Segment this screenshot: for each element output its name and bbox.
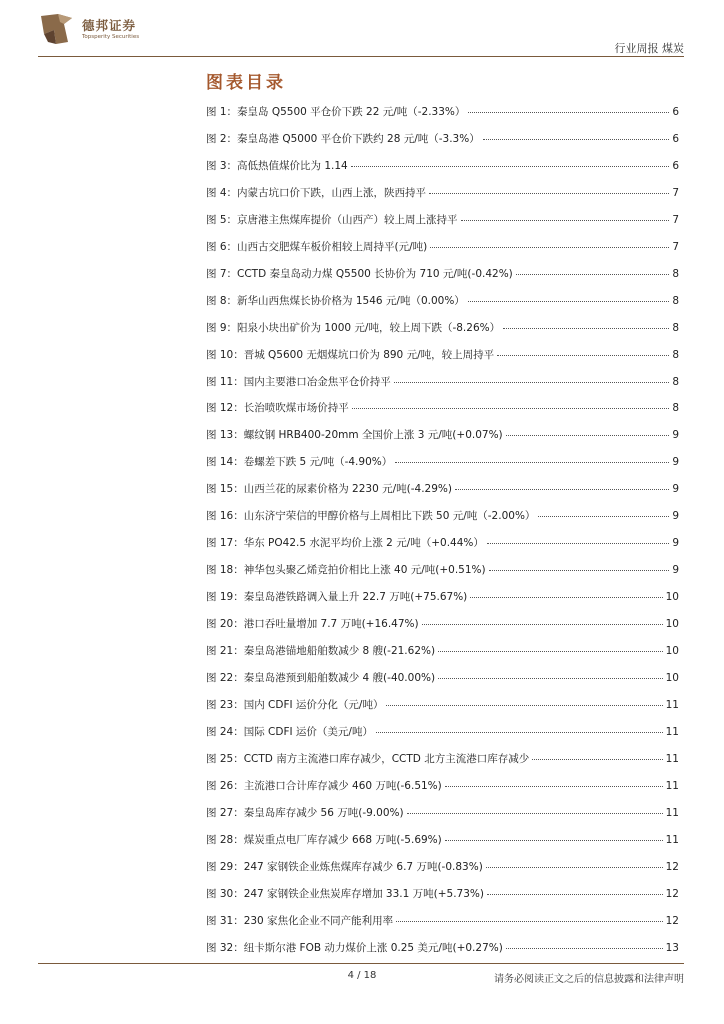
- toc-item-page[interactable]: 9: [672, 456, 679, 469]
- toc-item[interactable]: [206, 616, 679, 643]
- toc-item[interactable]: [206, 778, 679, 805]
- report-type: 行业周报 煤炭: [614, 42, 684, 55]
- toc-item-page[interactable]: 9: [672, 564, 679, 577]
- toc-dot-leader: [395, 462, 669, 463]
- toc-item[interactable]: [206, 589, 679, 616]
- company-logo-icon: [38, 12, 76, 46]
- toc-item-label[interactable]: 图 25：CCTD 南方主流港口库存减少，CCTD 北方主流港口库存减少: [206, 752, 530, 765]
- toc-item[interactable]: [206, 535, 679, 562]
- toc-item-label[interactable]: 图 31：230 家焦化企业不同产能利用率: [206, 914, 394, 927]
- toc-item-label[interactable]: 图 16：山东济宁荣信的甲醇价格与上周相比下跌 50 元/吨（-2.00%）: [206, 510, 536, 523]
- toc-item[interactable]: [206, 158, 679, 185]
- toc-item-page[interactable]: 12: [665, 860, 679, 873]
- toc-item-label[interactable]: 图 1：秦皇岛 Q5500 平仓价下跌 22 元/吨（-2.33%）: [206, 106, 466, 118]
- legal-disclaimer: 请务必阅读正文之后的信息披露和法律声明: [494, 974, 684, 985]
- toc-item-page[interactable]: 11: [665, 779, 679, 792]
- toc-item-label[interactable]: 图 19：秦皇岛港铁路调入量上升 22.7 万吨(+75.67%): [206, 591, 468, 604]
- toc-item-page[interactable]: 10: [665, 672, 679, 685]
- toc-item-label[interactable]: 图 2：秦皇岛港 Q5000 平仓价下跌约 28 元/吨（-3.3%）: [206, 132, 480, 145]
- toc-dot-leader: [516, 274, 670, 275]
- toc-dot-leader: [497, 355, 669, 356]
- toc-item-page[interactable]: 6: [672, 132, 679, 145]
- toc-dot-leader: [468, 301, 670, 302]
- header-divider: [38, 56, 684, 57]
- toc-item-page[interactable]: 11: [665, 698, 679, 711]
- toc-item[interactable]: [206, 481, 679, 508]
- toc-dot-leader: [506, 948, 663, 949]
- toc-item[interactable]: [206, 374, 679, 401]
- toc-item-label[interactable]: 图 17：华东 PO42.5 水泥平均价上涨 2 元/吨（+0.44%）: [206, 537, 484, 550]
- toc-item-page[interactable]: 8: [672, 294, 679, 307]
- footer-divider: [38, 963, 684, 964]
- toc-item[interactable]: [206, 562, 679, 589]
- toc-item-page[interactable]: 7: [672, 240, 679, 253]
- toc-dot-leader: [394, 382, 670, 383]
- logo-english-name: Topsperity Securities: [82, 34, 140, 40]
- toc-item-label[interactable]: 图 3：高低热值煤价比为 1.14: [206, 159, 348, 172]
- toc-dot-leader: [438, 678, 663, 679]
- toc-dot-leader: [351, 166, 670, 167]
- toc-dot-leader: [487, 543, 669, 544]
- toc-item[interactable]: [206, 347, 679, 374]
- toc-item-label[interactable]: 图 32：纽卡斯尔港 FOB 动力煤价上涨 0.25 美元/吨(+0.27%): [206, 941, 503, 954]
- toc-dot-leader: [503, 328, 669, 329]
- toc-item-label[interactable]: 图 9：阳泉小块出矿价为 1000 元/吨，较上周下跌（-8.26%）: [206, 321, 501, 334]
- toc-item-label[interactable]: 图 29：247 家钢铁企业炼焦煤库存减少 6.7 万吨(-0.83%): [206, 860, 483, 873]
- toc-item-label[interactable]: 图 6：山西古交肥煤车板价相较上周持平(元/吨): [206, 240, 428, 253]
- toc-item[interactable]: [206, 643, 679, 670]
- toc-item-page[interactable]: 6: [672, 106, 679, 118]
- toc-dot-leader: [422, 624, 663, 625]
- toc-item-label[interactable]: 图 30：247 家钢铁企业焦炭库存增加 33.1 万吨(+5.73%): [206, 887, 484, 900]
- toc-item-label[interactable]: 图 7：CCTD 秦皇岛动力煤 Q5500 长协价为 710 元/吨(-0.42%): [206, 267, 513, 280]
- toc-item[interactable]: [206, 751, 679, 778]
- toc-item-label[interactable]: 图 5：京唐港主焦煤库提价（山西产）较上周上涨持平: [206, 213, 458, 226]
- toc-item-page[interactable]: 8: [672, 375, 679, 388]
- toc-item[interactable]: [206, 185, 679, 212]
- toc-dot-leader: [376, 732, 663, 733]
- toc-item-label[interactable]: 图 21：秦皇岛港锚地船舶数减少 8 艘(-21.62%): [206, 645, 436, 658]
- toc-item-page[interactable]: 6: [672, 159, 679, 172]
- toc-item-label[interactable]: 图 11：国内主要港口冶金焦平仓价持平: [206, 375, 391, 388]
- toc-item-label[interactable]: 图 23：国内 CDFI 运价分化（元/吨）: [206, 698, 384, 711]
- page-number: 4 / 18: [347, 970, 377, 981]
- toc-item[interactable]: [206, 104, 679, 131]
- toc-dot-leader: [461, 220, 670, 221]
- toc-item[interactable]: [206, 293, 679, 320]
- toc-item[interactable]: [206, 913, 679, 940]
- toc-item-page[interactable]: 7: [672, 213, 679, 226]
- company-logo: [38, 12, 148, 48]
- toc-item-label[interactable]: 图 4：内蒙古坑口价下跌，山西上涨，陕西持平: [206, 186, 427, 199]
- toc-item[interactable]: [206, 400, 679, 427]
- toc-item[interactable]: [206, 320, 679, 347]
- toc-item-page[interactable]: 10: [665, 591, 679, 604]
- toc-item[interactable]: [206, 266, 679, 293]
- toc-title: 图表目录: [206, 73, 286, 93]
- toc-dot-leader: [489, 570, 670, 571]
- toc-item-page[interactable]: 7: [672, 186, 679, 199]
- toc-item-page[interactable]: 11: [665, 725, 679, 738]
- toc-item[interactable]: [206, 697, 679, 724]
- toc-item-page[interactable]: 8: [672, 321, 679, 334]
- toc-item-label[interactable]: 图 20：港口吞吐量增加 7.7 万吨(+16.47%): [206, 618, 419, 631]
- toc-dot-leader: [352, 408, 670, 409]
- toc-item-label[interactable]: 图 14：卷螺差下跌 5 元/吨（-4.90%）: [206, 456, 393, 469]
- toc-item-label[interactable]: 图 26：主流港口合计库存减少 460 万吨(-6.51%): [206, 779, 442, 792]
- toc-item[interactable]: [206, 832, 679, 859]
- toc-item-page[interactable]: 11: [665, 806, 679, 819]
- toc-item-label[interactable]: 图 8：新华山西焦煤长协价格为 1546 元/吨（0.00%）: [206, 294, 465, 307]
- toc-item[interactable]: [206, 886, 679, 913]
- toc-dot-leader: [486, 867, 663, 868]
- toc-item-page[interactable]: 10: [665, 645, 679, 658]
- toc-item-label[interactable]: 图 18：神华包头聚乙烯竞拍价相比上涨 40 元/吨(+0.51%): [206, 564, 486, 577]
- toc-item-label[interactable]: 图 15：山西兰花的尿素价格为 2230 元/吨(-4.29%): [206, 483, 452, 496]
- toc-item-page[interactable]: 8: [672, 267, 679, 280]
- toc-item-label[interactable]: 图 24：国际 CDFI 运价（美元/吨）: [206, 725, 373, 738]
- toc-item-page[interactable]: 13: [665, 941, 679, 954]
- toc-item-page[interactable]: 12: [665, 914, 679, 927]
- toc-item-page[interactable]: 8: [672, 348, 679, 361]
- toc-dot-leader: [438, 651, 663, 652]
- toc-item-page[interactable]: 11: [665, 752, 679, 765]
- toc-item-page[interactable]: 10: [665, 618, 679, 631]
- toc-item[interactable]: [206, 212, 679, 239]
- toc-item-page[interactable]: 12: [665, 887, 679, 900]
- toc-item-label[interactable]: 图 13：螺纹钢 HRB400-20mm 全国价上涨 3 元/吨(+0.07%): [206, 429, 503, 442]
- toc-item-page[interactable]: 11: [665, 833, 679, 846]
- toc-dot-leader: [487, 894, 663, 895]
- toc-item-page[interactable]: 9: [672, 483, 679, 496]
- toc-item[interactable]: [206, 670, 679, 697]
- toc-item-label[interactable]: 图 22：秦皇岛港预到船舶数减少 4 艘(-40.00%): [206, 672, 436, 685]
- toc-dot-leader: [455, 489, 669, 490]
- logo-chinese-name: 德邦证券: [82, 18, 137, 33]
- toc-item[interactable]: [206, 427, 679, 454]
- toc-dot-leader: [532, 759, 662, 760]
- toc-item-page[interactable]: 9: [672, 537, 679, 550]
- toc-dot-leader: [445, 786, 663, 787]
- toc-item[interactable]: [206, 239, 679, 266]
- toc-dot-leader: [470, 597, 662, 598]
- toc-dot-leader: [386, 705, 662, 706]
- toc-item[interactable]: [206, 805, 679, 832]
- toc-dot-leader: [445, 840, 663, 841]
- toc-dot-leader: [506, 435, 670, 436]
- toc-dot-leader: [430, 247, 669, 248]
- toc-item-page[interactable]: 8: [672, 402, 679, 415]
- toc-dot-leader: [429, 193, 669, 194]
- toc-item[interactable]: [206, 508, 679, 535]
- toc-item-page[interactable]: 9: [672, 510, 679, 523]
- toc-list: [206, 104, 679, 967]
- toc-dot-leader: [538, 516, 669, 517]
- toc-dot-leader: [483, 139, 670, 140]
- toc-dot-leader: [407, 813, 663, 814]
- toc-item-label[interactable]: 图 10：晋城 Q5600 无烟煤坑口价为 890 元/吨，较上周持平: [206, 348, 495, 361]
- toc-item[interactable]: [206, 131, 679, 158]
- toc-item-page[interactable]: 9: [672, 429, 679, 442]
- toc-item-label[interactable]: 图 12：长治喷吹煤市场价持平: [206, 402, 349, 415]
- toc-dot-leader: [468, 112, 669, 113]
- toc-item-label[interactable]: 图 28：煤炭重点电厂库存减少 668 万吨(-5.69%): [206, 833, 442, 846]
- toc-item[interactable]: [206, 859, 679, 886]
- toc-item[interactable]: [206, 454, 679, 481]
- toc-item[interactable]: [206, 724, 679, 751]
- toc-item-label[interactable]: 图 27：秦皇岛库存减少 56 万吨(-9.00%): [206, 806, 404, 819]
- toc-dot-leader: [396, 921, 663, 922]
